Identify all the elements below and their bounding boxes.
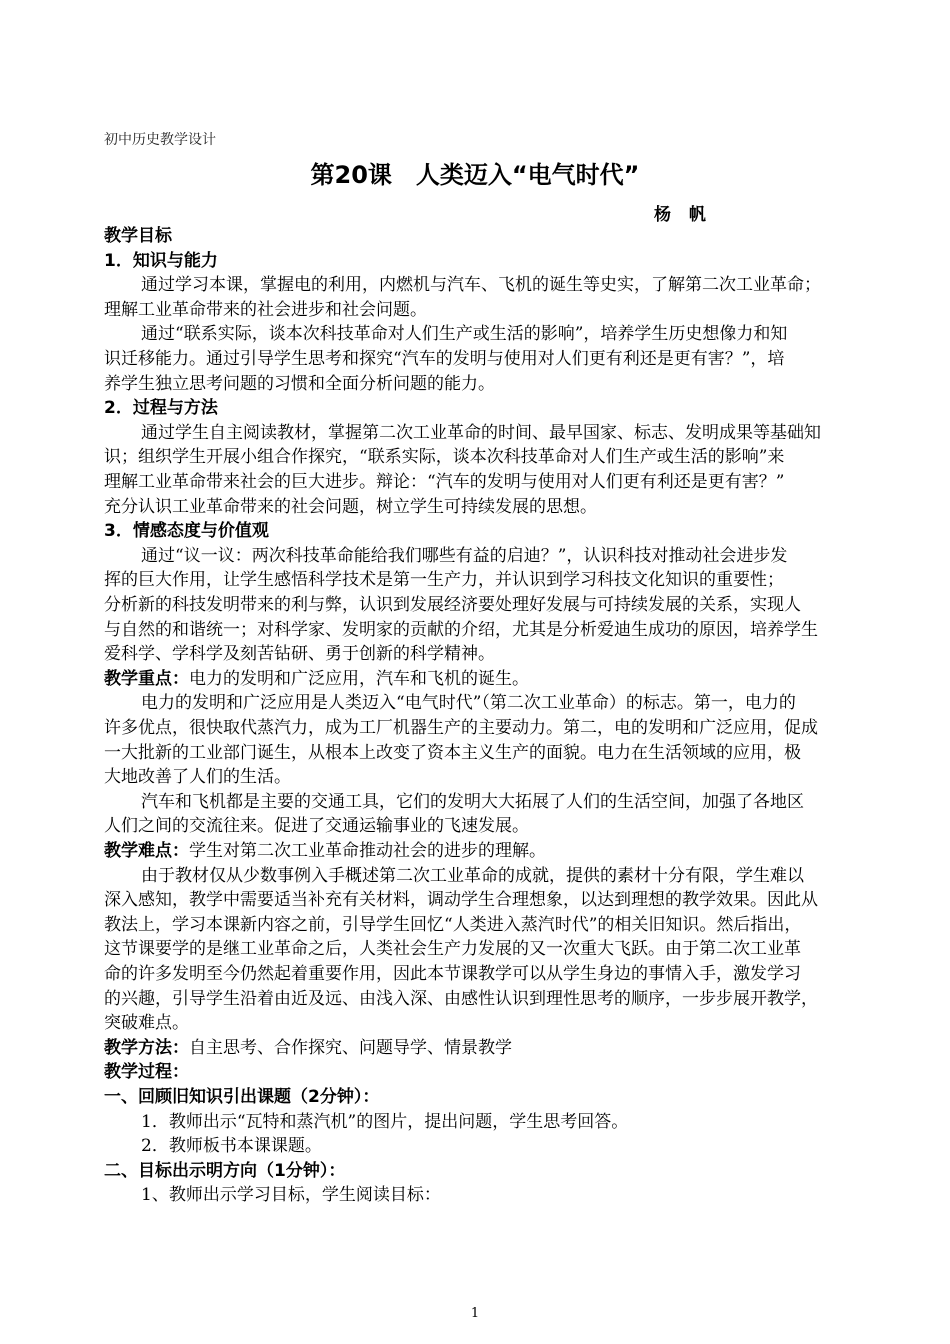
page-number: 1 (470, 1306, 480, 1321)
paragraph-line: 的兴趣，引导学生沿着由近及远、由浅入深、由感性认识到理性思考的顺序，一步步展开教学， (104, 988, 818, 1009)
line-label: 教学重点： (104, 668, 189, 689)
paragraph-line: 爱科学、学科学及刻苦钻研、勇于创新的科学精神。 (104, 644, 495, 665)
paragraph-line: 突破难点。 (104, 1013, 189, 1034)
paragraph-line: 深入感知，教学中需要适当补充有关材料，调动学生合理想象，以达到理想的教学效果。因此从 (104, 890, 818, 911)
line-label: 教学方法： (104, 1037, 189, 1058)
paragraph-line: 充分认识工业革命带来的社会问题，树立学生可持续发展的思想。 (104, 496, 597, 517)
paragraph-line: 一大批新的工业部门诞生，从根本上改变了资本主义生产的面貌。电力在生活领域的应用，极 (104, 742, 801, 763)
labeled-line (104, 1036, 880, 1061)
section-heading: 二、目标出示明方向（1分钟）： (104, 1160, 346, 1181)
paragraph-line: 理解工业革命带来社会的巨大进步。辩论：“汽车的发明与使用对人们更有利还是更有害？” (104, 472, 785, 492)
section-heading: 1．知识与能力 (104, 250, 218, 271)
paragraph-first-line: 由于教材仅从少数事例入手概述第二次工业革命的成就，提供的素材十分有限，学生难以 (141, 865, 804, 886)
labeled-line (104, 667, 880, 692)
lesson-title: 第20课 人类迈入“电气时代” (310, 161, 640, 189)
paragraph-line: 挥的巨大作用，让学生感悟科学技术是第一生产力，并认识到学习科技文化知识的重要性； (104, 570, 784, 591)
paragraph-first-line: 汽车和飞机都是主要的交通工具，它们的发明大大拓展了人们的生活空间，加强了各地区 (141, 791, 804, 812)
paragraph-line: 命的许多发明至今仍然起着重要作用，因此本节课教学可以从学生身边的事情入手，激发学习 (104, 964, 801, 984)
paragraph-line: 养学生独立思考问题的习惯和全面分析问题的能力。 (104, 373, 495, 394)
line-text: 电力的发明和广泛应用，汽车和飞机的诞生。 (189, 668, 529, 689)
paragraph-first-line: 2．教师板书本课课题。 (141, 1136, 322, 1157)
labeled-line (104, 839, 880, 864)
paragraph-first-line: 通过学习本课，掌握电的利用，内燃机与汽车、飞机的诞生等史实，了解第二次工业革命； (141, 275, 821, 296)
author-name: 杨 帆 (654, 205, 712, 225)
section-heading: 教学过程： (104, 1062, 189, 1083)
line-text: 自主思考、合作探究、问题导学、情景教学 (189, 1037, 512, 1058)
paragraph-line: 教法上，学习本课新内容之前，引导学生回忆“人类进入蒸汽时代”的相关旧知识。然后指出， (104, 914, 802, 935)
paragraph-first-line: 1．教师出示“瓦特和蒸汽机”的图片，提出问题，学生思考回答。 (141, 1111, 629, 1132)
paragraph-first-line: 通过“议一议：两次科技革命能给我们哪些有益的启迪？”，认识科技对推动社会进步发 (141, 545, 788, 566)
paragraph-line: 这节课要学的是继工业革命之后，人类社会生产力发展的又一次重大飞跃。由于第二次工业革 (104, 939, 801, 960)
paragraph-first-line: 通过学生自主阅读教材，掌握第二次工业革命的时间、最早国家、标志、发明成果等基础知 (141, 422, 821, 443)
section-heading: 3．情感态度与价值观 (104, 521, 269, 542)
paragraph-first-line: 通过“联系实际，谈本次科技革命对人们生产或生活的影响”，培养学生历史想像力和知 (141, 324, 788, 345)
document-category: 初中历史教学设计 (104, 132, 216, 148)
section-heading: 2．过程与方法 (104, 398, 218, 419)
paragraph-line: 人们之间的交流往来。促进了交通运输事业的飞速发展。 (104, 816, 529, 837)
paragraph-line: 理解工业革命带来的社会进步和社会问题。 (104, 299, 427, 320)
section-heading: 教学目标 (104, 226, 172, 246)
paragraph-line: 分析新的科技发明带来的利与弊，认识到发展经济要处理好发展与可持续发展的关系，实现人 (104, 595, 801, 615)
section-heading: 一、回顾旧知识引出课题（2分钟）： (104, 1087, 380, 1107)
paragraph-line: 大地改善了人们的生活。 (104, 767, 291, 788)
paragraph-first-line: 1、教师出示学习目标，学生阅读目标： (141, 1185, 441, 1206)
paragraph-line: 识；组织学生开展小组合作探究，“联系实际，谈本次科技革命对人们生产或生活的影响”来 (104, 447, 785, 468)
line-label: 教学难点： (104, 841, 189, 861)
paragraph-line: 识迁移能力。通过引导学生思考和探究“汽车的发明与使用对人们更有利还是更有害？”，培 (104, 349, 785, 369)
line-text: 学生对第二次工业革命推动社会的进步的理解。 (189, 841, 546, 861)
paragraph-line: 许多优点，很快取代蒸汽力，成为工厂机器生产的主要动力。第二，电的发明和广泛应用，促成 (104, 718, 818, 738)
paragraph-line: 与自然的和谐统一；对科学家、发明家的贡献的介绍，尤其是分析爱迪生成功的原因，培养学生 (104, 619, 818, 640)
paragraph-first-line: 电力的发明和广泛应用是人类迈入“电气时代”（第二次工业革命）的标志。第一，电力的 (141, 693, 796, 714)
